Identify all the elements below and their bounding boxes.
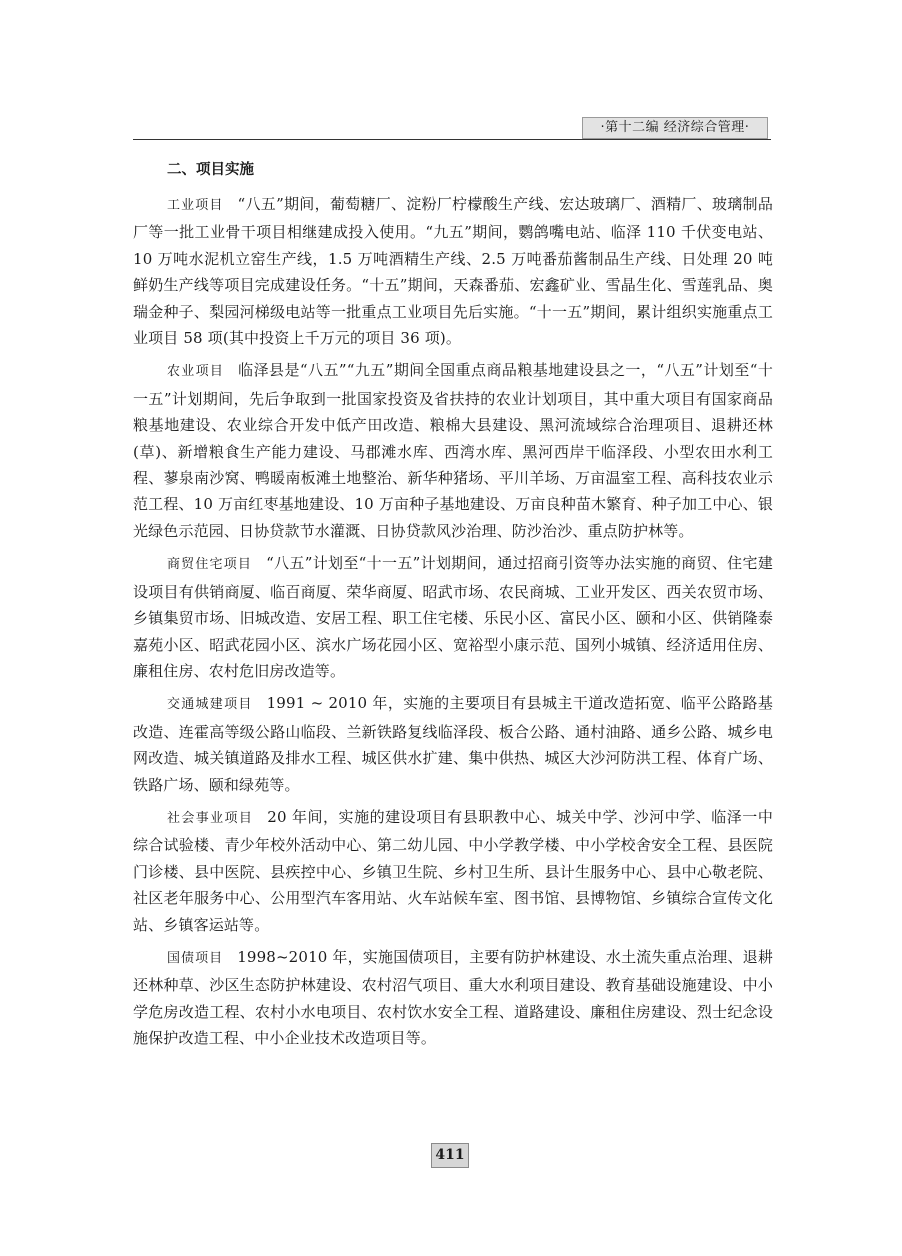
paragraph-label: 工业项目 <box>167 198 224 213</box>
paragraph-label: 农业项目 <box>167 364 225 380</box>
paragraph-industrial <box>133 191 773 351</box>
header-rule <box>133 139 771 140</box>
paragraph-label: 交通城建项目 <box>167 697 253 713</box>
page-body <box>133 158 773 1058</box>
paragraph-text: 20 年间，实施的建设项目有县职教中心、城关中学、沙河中学、临泽一中综合试验楼、青少年校外活动中心、第二幼儿园、中小学教学楼、中小学校舍安全工程、县医院门诊楼、县中医院、县疾控中心、乡镇卫生院、乡村卫生所、县计生服务中心、县中心敬老院、社区老年服务中心、公用型汽车客用站、火车站候车室、图书馆、县博物馆、乡镇综合宣传文化站、乡镇客运站等。 <box>133 807 773 934</box>
paragraph-transport-urban <box>133 690 773 798</box>
paragraph-commerce-housing <box>133 550 773 684</box>
paragraph-social <box>133 804 773 938</box>
paragraph-text: “八五”期间，葡萄糖厂、淀粉厂柠檬酸生产线、宏达玻璃厂、酒精厂、玻璃制品厂等一批工业骨干项目相继建成投入使用。“九五”期间，鹦鸽嘴电站、临泽 110 千伏变电站、10 万吨水泥机立窑生产线，1.5 万吨酒精生产线、2.5 万吨番茄酱制品生产线、日处理 20 吨鲜奶生产线等项目完成建设任务。“十五”期间，天森番茄、宏鑫矿业、雪晶生化、雪莲乳品、奥瑞金种子、梨园河梯级电站等一批重点工业项目先后实施。“十一五”期间，累计组织实施重点工业项目 58 项(其中投资上千万元的项目 36 项)。 <box>133 195 773 348</box>
paragraph-text: 临泽县是“八五”“九五”期间全国重点商品粮基地建设县之一，“八五”计划至“十一五”计划期间，先后争取到一批国家投资及省扶持的农业计划项目，其中重大项目有国家商品粮基地建设、农业综合开发中低产田改造、粮棉大县建设、黑河流域综合治理项目、退耕还林(草)、新增粮食生产能力建设、马郡滩水库、西湾水库、黑河西岸干临泽段、小型农田水利工程、蓼泉南沙窝、鸭暖南板滩土地整治、新华种猪场、平川羊场、万亩温室工程、高科技农业示范工程、10 万亩红枣基地建设、10 万亩种子基地建设、万亩良种苗木繁育、种子加工中心、银光绿色示范园、日协贷款节水灌溉、日协贷款风沙治理、防沙治沙、重点防护林等。 <box>133 361 773 540</box>
paragraph-treasury-bonds <box>133 944 773 1052</box>
paragraph-text: 1998~2010 年，实施国债项目，主要有防护林建设、水土流失重点治理、退耕还林种草、沙区生态防护林建设、农村沼气项目、重大水利项目建设、教育基础设施建设、中小学危房改造工程、农村小水电项目、农村饮水安全工程、道路建设、廉租住房建设、烈士纪念设施保护改造工程、中小企业技术改造项目等。 <box>133 947 773 1048</box>
paragraph-label: 社会事业项目 <box>167 810 254 826</box>
paragraph-label: 商贸住宅项目 <box>167 557 253 573</box>
chapter-header: ·第十二编 经济综合管理· <box>582 117 768 139</box>
paragraph-label: 国债项目 <box>167 950 224 966</box>
paragraph-agricultural <box>133 357 773 544</box>
paragraph-text: “八五”计划至“十一五”计划期间，通过招商引资等办法实施的商贸、住宅建设项目有供销商厦、临百商厦、荣华商厦、昭武市场、农民商城、工业开发区、西关农贸市场、乡镇集贸市场、旧城改造、安居工程、职工住宅楼、乐民小区、富民小区、颐和小区、供销隆泰嘉苑小区、昭武花园小区、滨水广场花园小区、宽裕型小康示范、国列小城镇、经济适用住房、廉租住房、农村危旧房改造等。 <box>133 554 773 680</box>
page-number: 411 <box>431 1143 469 1168</box>
paragraph-text: 1991 ~ 2010 年，实施的主要项目有县城主干道改造拓宽、临平公路路基改造、连霍高等级公路山临段、兰新铁路复线临泽段、板合公路、通村油路、通乡公路、城乡电网改造、城关镇道路及排水工程、城区供水扩建、集中供热、城区大沙河防洪工程、体育广场、铁路广场、颐和绿苑等。 <box>133 694 773 794</box>
section-title: 二、项目实施 <box>167 161 254 178</box>
